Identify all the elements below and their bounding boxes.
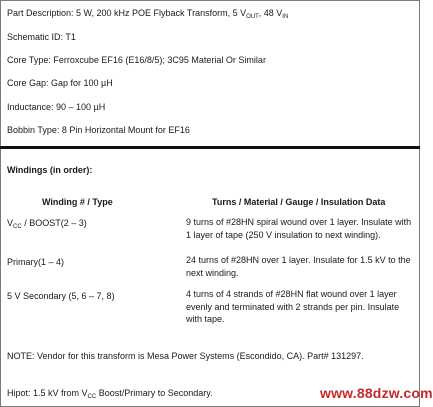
winding-data-secondary: 4 turns of 4 strands of #28HN flat wound over 1 layer evenly and terminated with 2 strands per pin. Insulate with tape. — [186, 289, 400, 324]
winding-row-secondary: 5 V Secondary (5, 6 – 7, 8) — [7, 291, 115, 301]
part-description: Part Description: 5 W, 200 kHz POE Flyback Transform, 5 $V_{OUT}$, 48 $V_{IN}$ — [7, 8, 289, 20]
winding-data-vcc-boost: 9 turns of #28HN spiral wound over 1 layer. Insulate with 1 layer of tape (250 V insulation to next winding). — [186, 217, 412, 240]
winding-column-header: Winding # / Type — [42, 197, 113, 207]
core-gap: Core Gap: Gap for 100 µH — [7, 78, 113, 88]
inductance: Inductance: 90 – 100 µH — [7, 102, 106, 112]
winding-row-vcc-boost: $V_{CC}$ / BOOST(2 – 3) — [7, 218, 87, 230]
bobbin-type: Bobbin Type: 8 Pin Horizontal Mount for EF16 — [7, 125, 190, 135]
watermark: www.88dzw.com — [320, 385, 433, 401]
turns-column-header: Turns / Material / Gauge / Insulation Data — [212, 197, 386, 207]
hipot-spec: Hipot: 1.5 kV from $V_{CC}$ Boost/Primary to Secondary. — [7, 388, 213, 400]
section-divider — [0, 146, 420, 149]
winding-data-primary: 24 turns of #28HN over 1 layer. Insulate for 1.5 kV to the next winding. — [186, 255, 411, 278]
windings-heading: Windings (in order): — [7, 165, 93, 175]
core-type: Core Type: Ferroxcube EF16 (E16/8/5); 3C95 Material Or Similar — [7, 55, 266, 65]
schematic-id: Schematic ID: T1 — [7, 32, 76, 42]
vendor-note: NOTE: Vendor for this transform is Mesa Power Systems (Escondido, CA). Part# 131297. — [7, 351, 364, 361]
winding-row-primary: Primary(1 – 4) — [7, 257, 65, 267]
